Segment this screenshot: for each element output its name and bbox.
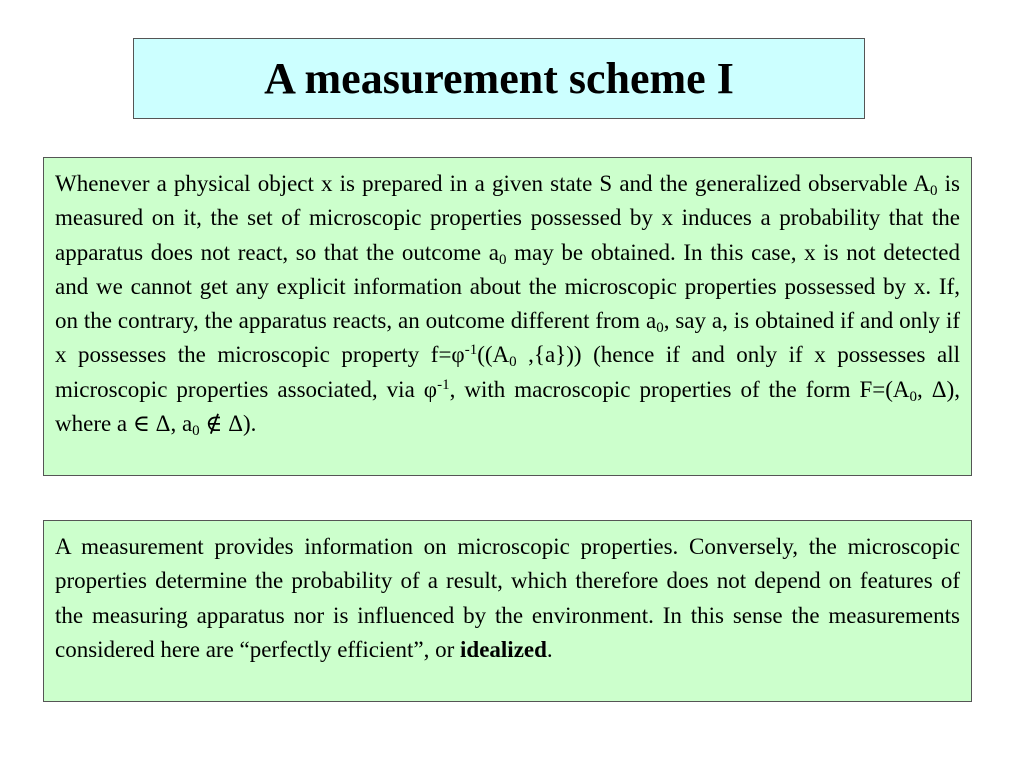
text-segment: is measured on it, the set of microscopic properties possessed by x induces a probability that the apparatus does not react, so that the outcome a [55, 171, 961, 265]
bold-term: idealized [460, 636, 547, 662]
idealized-measurement-text [55, 530, 960, 667]
subscript: 0 [192, 423, 200, 440]
measurement-description-box [43, 157, 972, 476]
subscript: 0 [656, 320, 664, 337]
subscript: 0 [498, 251, 507, 268]
text-segment: , say a, is obtained if and only if x possesses the microscopic property f=φ [55, 308, 960, 368]
measurement-description-text [55, 167, 960, 441]
superscript: -1 [464, 342, 478, 359]
text-segment: ,{a})) (hence if and only if x possesses all microscopic properties associated, via φ [55, 342, 960, 402]
text-segment: ((A [477, 342, 510, 368]
text-segment: , Δ), where a ∈ Δ, a [55, 376, 960, 437]
subscript: 0 [909, 388, 918, 405]
text-segment: may be obtained. In this case, x is not detected and we cannot get any explicit information about the microscopic properties possessed by x. If, on the contrary, the apparatus reacts, an outcome different from a [55, 239, 960, 334]
title-box [133, 38, 865, 119]
subscript: 0 [930, 183, 938, 199]
text-segment: . [546, 636, 553, 662]
text-segment: Whenever a physical object x is prepared in a given state S and the generalized observable A [55, 171, 931, 196]
superscript: -1 [437, 376, 450, 393]
idealized-measurement-box [43, 520, 972, 702]
subscript: 0 [509, 354, 517, 371]
text-segment: , with macroscopic properties of the form F=(A [449, 376, 910, 402]
text-segment: ∉ Δ). [199, 411, 257, 437]
text-segment: A measurement provides information on microscopic properties. Conversely, the microscopic properties determine the probability of a result, which therefore does not depend on features of the measuring apparatus nor is influenced by the environment. In this sense the measurements considered here are “perfectly efficient”, or [55, 534, 960, 662]
slide-title: A measurement scheme I [264, 53, 734, 103]
